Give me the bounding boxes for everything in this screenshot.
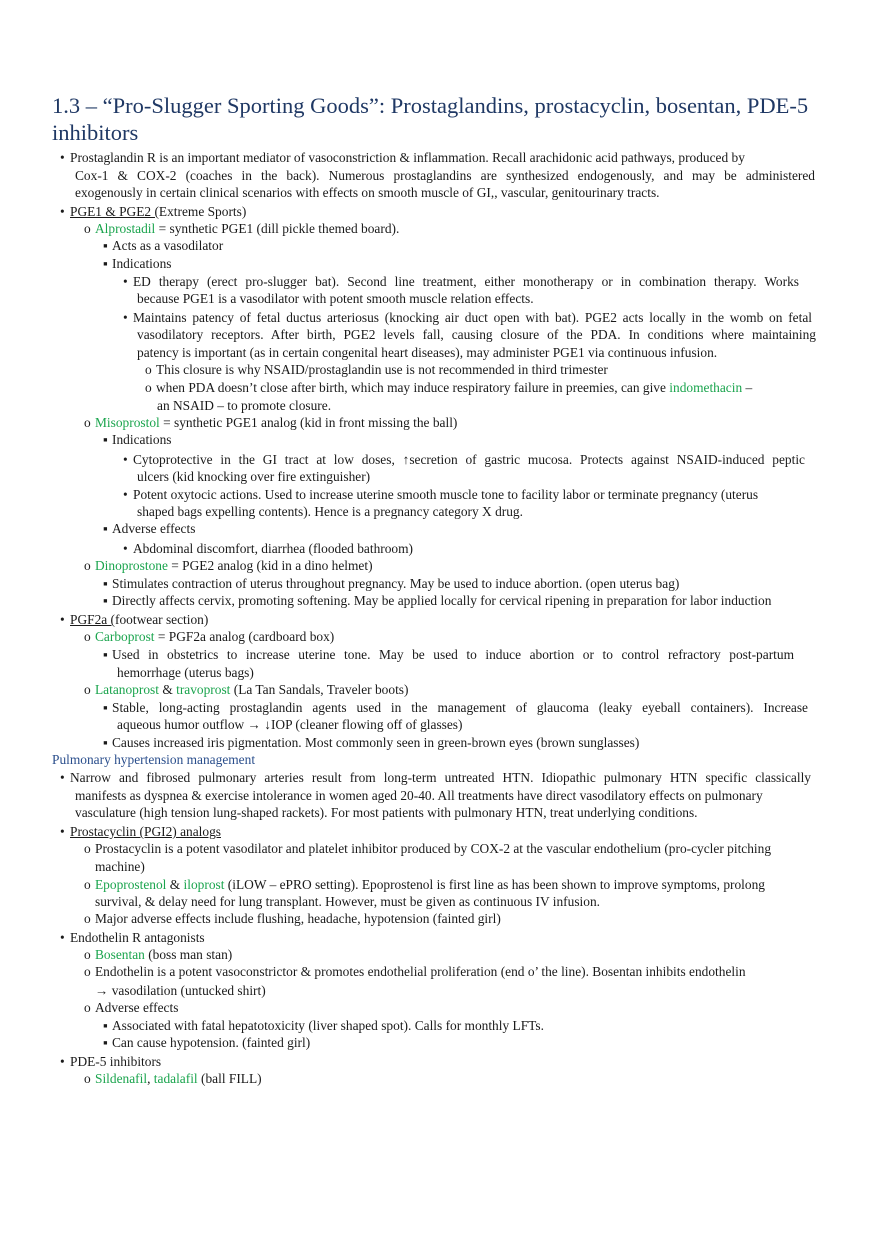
bullet-circle-icon: o	[84, 415, 91, 430]
bullet-circle-icon: o	[84, 682, 91, 697]
drug-name: Epoprostenol	[95, 877, 167, 892]
ed-therapy-line-1: • ED therapy (erect pro-slugger bat). Second line treatment, either monotherapy or in combination therapy. Works	[123, 274, 799, 289]
bullet-circle-icon: o	[84, 1000, 91, 1015]
dinoprostone-cervix: ▪ Directly affects cervix, promoting softening. May be applied locally for cervical ripening in preparation for labor induction	[103, 593, 772, 608]
endothelin-desc-line-1: o Endothelin is a potent vasoconstrictor & promotes endothelial proliferation (end o’ the line). Bosentan inhibits endothelin	[84, 964, 746, 979]
endothelin-adverse: o Adverse effects	[84, 1000, 179, 1015]
drug-name: Bosentan	[95, 947, 145, 962]
endothelin-hypotension: ▪ Can cause hypotension. (fainted girl)	[103, 1035, 311, 1050]
epoprostenol-line-2: survival, & delay need for lung transplant. However, must be given as continuous IV infusion.	[95, 894, 600, 909]
carboprost-use-line-2: hemorrhage (uterus bags)	[117, 665, 254, 680]
pde5-drugs: o Sildenafil, tadalafil (ball FILL)	[84, 1071, 262, 1086]
drug-name: Carboprost	[95, 629, 155, 644]
bullet-square-icon: ▪	[103, 576, 108, 591]
intro-line-3: exogenously in certain clinical scenarios with effects on smooth muscle of GI,, vascular, genitourinary tracts.	[75, 185, 660, 200]
abdominal-effects: • Abdominal discomfort, diarrhea (flooded bathroom)	[123, 541, 414, 556]
bullet-dot-icon: •	[123, 310, 128, 325]
bullet-dot-icon: •	[60, 612, 65, 627]
bullet-circle-icon: o	[145, 380, 152, 395]
prostacyclin-adverse: o Major adverse effects include flushing, headache, hypotension (fainted girl)	[84, 911, 501, 926]
drug-name: tadalafil	[153, 1071, 198, 1086]
pda-line-1: • Maintains patency of fetal ductus arteriosus (knocking air duct open with bat). PGE2 acts locally in the womb on fetal	[123, 310, 812, 325]
dinoprostone-uterus: ▪ Stimulates contraction of uterus throughout pregnancy. May be used to induce abortion. (open uterus bag)	[103, 576, 680, 591]
pde5-heading: • PDE-5 inhibitors	[60, 1054, 162, 1069]
bullet-square-icon: ▪	[103, 521, 108, 536]
bullet-square-icon: ▪	[103, 432, 108, 447]
bullet-dot-icon: •	[60, 1054, 65, 1069]
drug-name: travoprost	[176, 682, 231, 697]
bullet-dot-icon: •	[60, 824, 65, 839]
bosentan-item: o Bosentan (boss man stan)	[84, 947, 233, 962]
latanoprost-stable-line-1: ▪ Stable, long-acting prostaglandin agents used in the management of glaucoma (leaky eyeball containers). Increase	[103, 700, 808, 715]
misoprostol-indications: ▪ Indications	[103, 432, 172, 447]
misoprostol-item: o Misoprostol = synthetic PGE1 analog (kid in front missing the ball)	[84, 415, 458, 430]
pulmonary-intro-line-3: vasculature (high tension lung-shaped rackets). For most patients with pulmonary HTN, treat underlying conditions.	[75, 805, 698, 820]
alprostadil-vasodilator: ▪ Acts as a vasodilator	[103, 238, 224, 253]
latanoprost-item: o Latanoprost & travoprost (La Tan Sandals, Traveler boots)	[84, 682, 409, 697]
cytoprotective-line-1: • Cytoprotective in the GI tract at low doses, ↑secretion of gastric mucosa. Protects against NSAID-induced peptic	[123, 452, 805, 467]
bullet-dot-icon: •	[60, 204, 65, 219]
prostacyclin-heading: • Prostacyclin (PGI2) analogs	[60, 824, 221, 839]
closure-note: o This closure is why NSAID/prostaglandin use is not recommended in third trimester	[145, 362, 608, 377]
endothelin-desc-line-2: → vasodilation (untucked shirt)	[95, 983, 266, 998]
endothelin-heading: • Endothelin R antagonists	[60, 930, 205, 945]
bullet-circle-icon: o	[84, 629, 91, 644]
oxytocic-line-2: shaped bags expelling contents). Hence is a pregnancy category X drug.	[137, 504, 523, 519]
intro-line-1: • Prostaglandin R is an important mediator of vasoconstriction & inflammation. Recall arachidonic acid pathways, produced by	[60, 150, 745, 165]
bullet-square-icon: ▪	[103, 735, 108, 750]
preemie-line-2: an NSAID – to promote closure.	[157, 398, 332, 413]
misoprostol-adverse: ▪ Adverse effects	[103, 521, 196, 536]
section-heading-pulmonary: Pulmonary hypertension management	[52, 752, 256, 767]
oxytocic-line-1: • Potent oxytocic actions. Used to increase uterine smooth muscle tone to facility labor or terminate pregnancy (uterus	[123, 487, 759, 502]
intro-line-2: Cox-1 & COX-2 (coaches in the back). Numerous prostaglandins are synthesized endogenously, and may be administered	[75, 168, 815, 183]
bullet-dot-icon: •	[123, 487, 128, 502]
bullet-square-icon: ▪	[103, 256, 108, 271]
bullet-dot-icon: •	[123, 452, 128, 467]
bullet-circle-icon: o	[84, 877, 91, 892]
pge-heading: • PGE1 & PGE2 (Extreme Sports)	[60, 204, 247, 219]
prostacyclin-desc-line-2: machine)	[95, 859, 145, 874]
pda-line-2: vasodilatory receptors. After birth, PGE2 levels fall, causing closure of the PDA. In conditions where maintaining	[137, 327, 816, 342]
dinoprostone-item: o Dinoprostone = PGE2 analog (kid in a dino helmet)	[84, 558, 373, 573]
bullet-square-icon: ▪	[103, 700, 108, 715]
latanoprost-iris: ▪ Causes increased iris pigmentation. Most commonly seen in green-brown eyes (brown sunglasses)	[103, 735, 640, 750]
bullet-square-icon: ▪	[103, 1018, 108, 1033]
drug-name: Latanoprost	[95, 682, 159, 697]
bullet-circle-icon: o	[84, 947, 91, 962]
bullet-circle-icon: o	[84, 221, 91, 236]
prostacyclin-desc-line-1: o Prostacyclin is a potent vasodilator and platelet inhibitor produced by COX-2 at the vascular endothelium (pro-cycler pitching	[84, 841, 772, 856]
bullet-dot-icon: •	[60, 770, 65, 785]
bullet-dot-icon: •	[123, 541, 128, 556]
latanoprost-stable-line-2: aqueous humor outflow → ↓IOP (cleaner flowing off of glasses)	[117, 717, 463, 732]
bullet-square-icon: ▪	[103, 1035, 108, 1050]
bullet-circle-icon: o	[145, 362, 152, 377]
bullet-dot-icon: •	[123, 274, 128, 289]
bullet-circle-icon: o	[84, 964, 91, 979]
drug-name: Misoprostol	[95, 415, 160, 430]
alprostadil-indications: ▪ Indications	[103, 256, 172, 271]
bullet-square-icon: ▪	[103, 647, 108, 662]
bullet-square-icon: ▪	[103, 593, 108, 608]
bullet-circle-icon: o	[84, 841, 91, 856]
pgf-heading: • PGF2a (footwear section)	[60, 612, 209, 627]
epoprostenol-line-1: o Epoprostenol & iloprost (iLOW – ePRO setting). Epoprostenol is first line as has been shown to improve symptoms, prolong	[84, 877, 765, 892]
bullet-dot-icon: •	[60, 150, 65, 165]
carboprost-item: o Carboprost = PGF2a analog (cardboard box)	[84, 629, 335, 644]
bullet-circle-icon: o	[84, 1071, 91, 1086]
bullet-circle-icon: o	[84, 558, 91, 573]
drug-name: Dinoprostone	[95, 558, 168, 573]
ed-therapy-line-2: because PGE1 is a vasodilator with potent smooth muscle relation effects.	[137, 291, 534, 306]
preemie-line-1: o when PDA doesn’t close after birth, which may induce respiratory failure in preemies, can give indomethacin –	[145, 380, 753, 395]
carboprost-use-line-1: ▪ Used in obstetrics to increase uterine tone. May be used to induce abortion or to control refractory post-partum	[103, 647, 794, 662]
pda-line-3: patency is important (as in certain congenital heart diseases), may administer PGE1 via continuous infusion.	[137, 345, 718, 360]
drug-name: Alprostadil	[95, 221, 156, 236]
endothelin-hepatotoxicity: ▪ Associated with fatal hepatotoxicity (liver shaped spot). Calls for monthly LFTs.	[103, 1018, 544, 1033]
alprostadil-item: o Alprostadil = synthetic PGE1 (dill pickle themed board).	[84, 221, 400, 236]
bullet-circle-icon: o	[84, 911, 91, 926]
drug-name: Sildenafil	[95, 1071, 148, 1086]
drug-name: indomethacin	[669, 380, 743, 395]
page-title: 1.3 – “Pro-Slugger Sporting Goods”: Prostaglandins, prostacyclin, bosentan, PDE-5 inhibitors	[52, 93, 809, 145]
pulmonary-intro-line-1: • Narrow and fibrosed pulmonary arteries result from long-term untreated HTN. Idiopathic pulmonary HTN specific classically	[60, 770, 811, 785]
pulmonary-intro-line-2: manifests as dyspnea & exercise intolerance in women aged 20-40. All treatments have direct vasodilatory effects on pulmonary	[75, 788, 763, 803]
bullet-square-icon: ▪	[103, 238, 108, 253]
cytoprotective-line-2: ulcers (kid knocking over fire extinguisher)	[137, 469, 371, 484]
bullet-dot-icon: •	[60, 930, 65, 945]
drug-name: iloprost	[183, 877, 225, 892]
